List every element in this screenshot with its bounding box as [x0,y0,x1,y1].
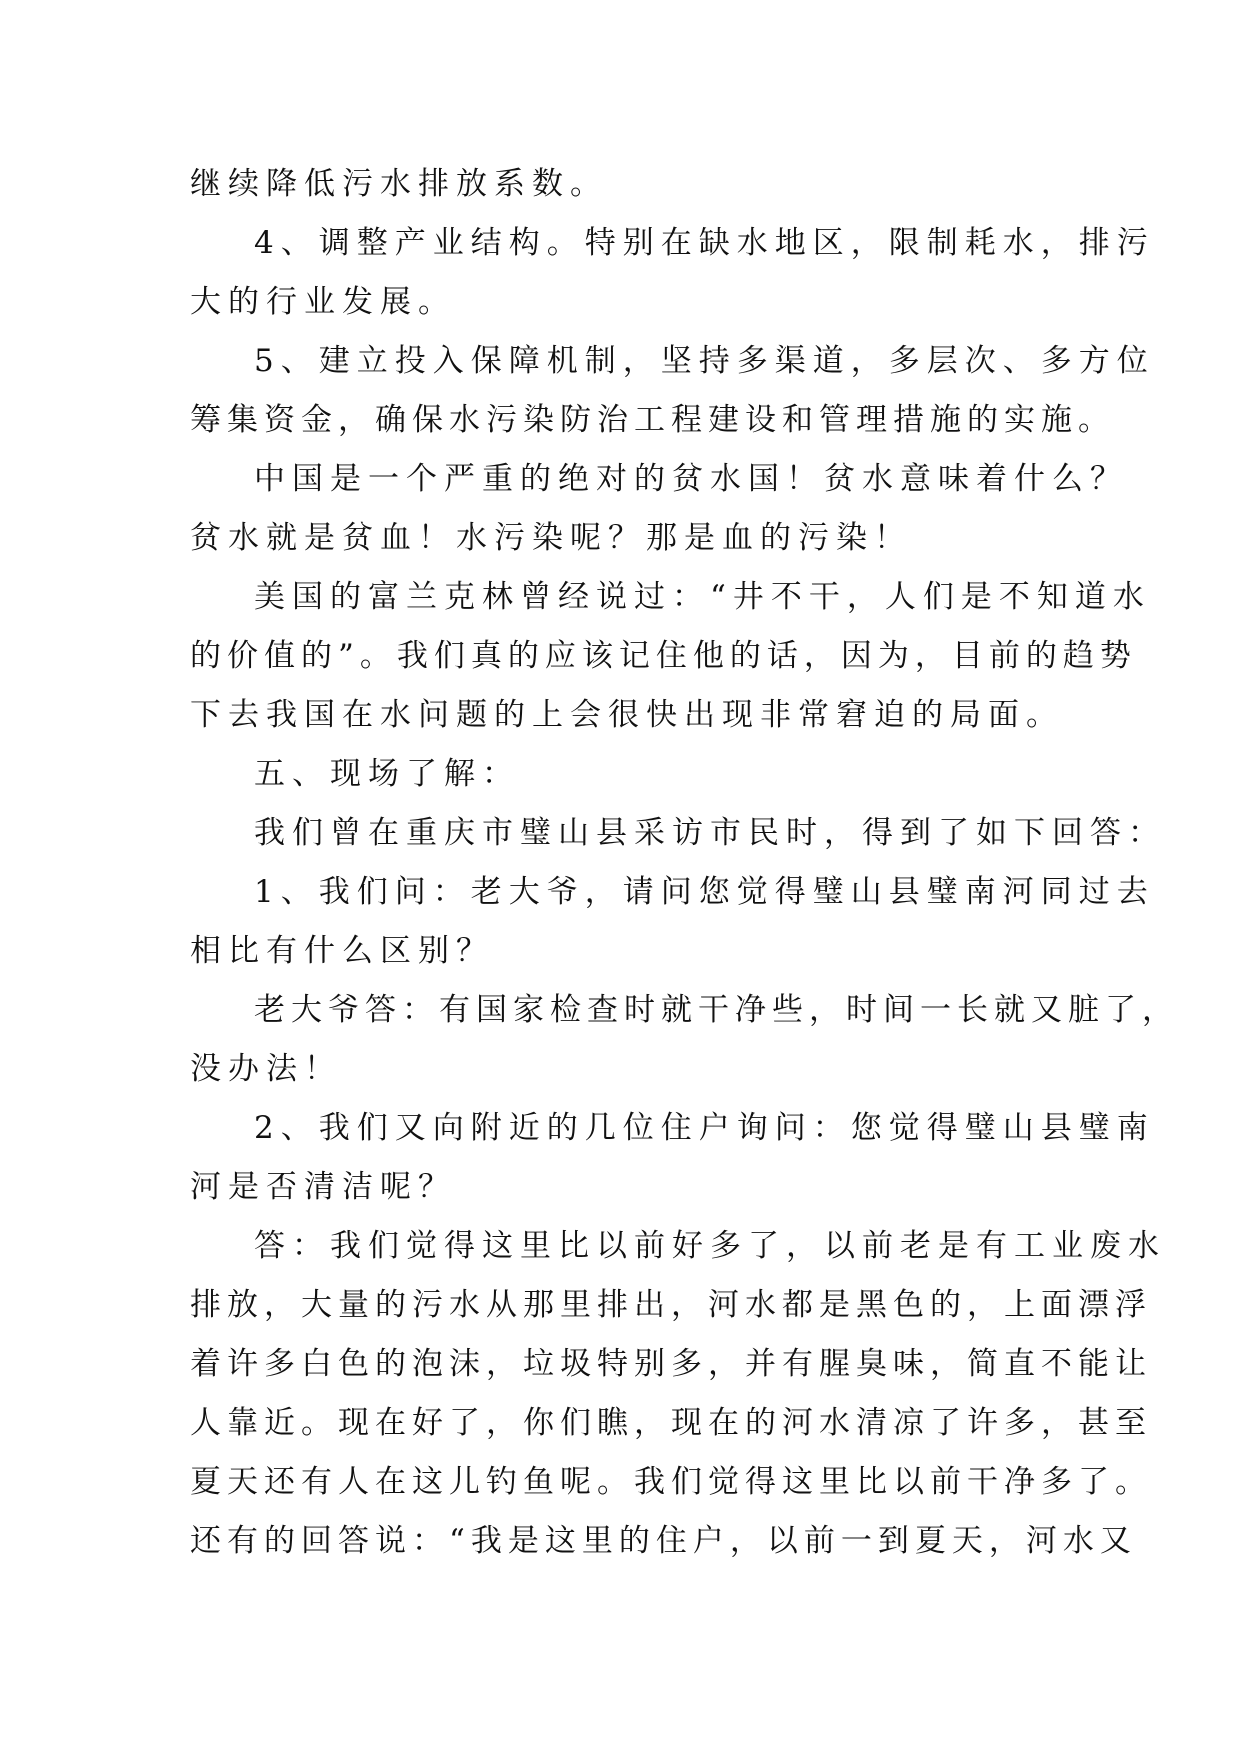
text-line: 没办法！ [190,1051,342,1087]
text-line: 人靠近。现在好了，你们瞧，现在的河水清凉了许多，甚至 [190,1405,1152,1441]
text-line: 4、调整产业结构。特别在缺水地区，限制耗水，排污 [254,225,1155,261]
text-line: 的价值的”。我们真的应该记住他的话，因为，目前的趋势 [190,638,1137,674]
section-heading: 五、现场了解： [254,756,520,792]
text-line: 着许多白色的泡沫，垃圾特别多，并有腥臭味，简直不能让 [190,1346,1152,1382]
text-line: 答：我们觉得这里比以前好多了，以前老是有工业废水 [254,1228,1166,1264]
text-line: 5、建立投入保障机制，坚持多渠道，多层次、多方位 [254,343,1155,379]
text-line: 中国是一个严重的绝对的贫水国！贫水意味着什么？ [254,461,1128,497]
text-line: 筹集资金，确保水污染防治工程建设和管理措施的实施。 [190,402,1115,438]
text-line: 相比有什么区别？ [190,933,494,969]
text-line: 老大爷答：有国家检查时就干净些，时间一长就又脏了， [254,992,1179,1028]
text-line: 继续降低污水排放系数。 [190,166,608,202]
text-line: 排放，大量的污水从那里排出，河水都是黑色的，上面漂浮 [190,1287,1152,1323]
text-line: 2、我们又向附近的几位住户询问：您觉得璧山县璧南 [254,1110,1155,1146]
text-line: 贫水就是贫血！水污染呢？那是血的污染！ [190,520,912,556]
text-line: 我们曾在重庆市璧山县采访市民时，得到了如下回答： [254,815,1166,851]
text-line: 大的行业发展。 [190,284,456,320]
text-line: 美国的富兰克林曾经说过：“井不干，人们是不知道水 [254,579,1151,615]
document-body [190,155,1179,1571]
text-line: 下去我国在水问题的上会很快出现非常窘迫的局面。 [190,697,1064,733]
text-line: 河是否清洁呢？ [190,1169,456,1205]
text-line: 1、我们问：老大爷，请问您觉得璧山县璧南河同过去 [254,874,1155,910]
text-line: 夏天还有人在这儿钓鱼呢。我们觉得这里比以前干净多了。 [190,1464,1152,1500]
text-line: 还有的回答说：“我是这里的住户，以前一到夏天，河水又 [190,1523,1137,1559]
